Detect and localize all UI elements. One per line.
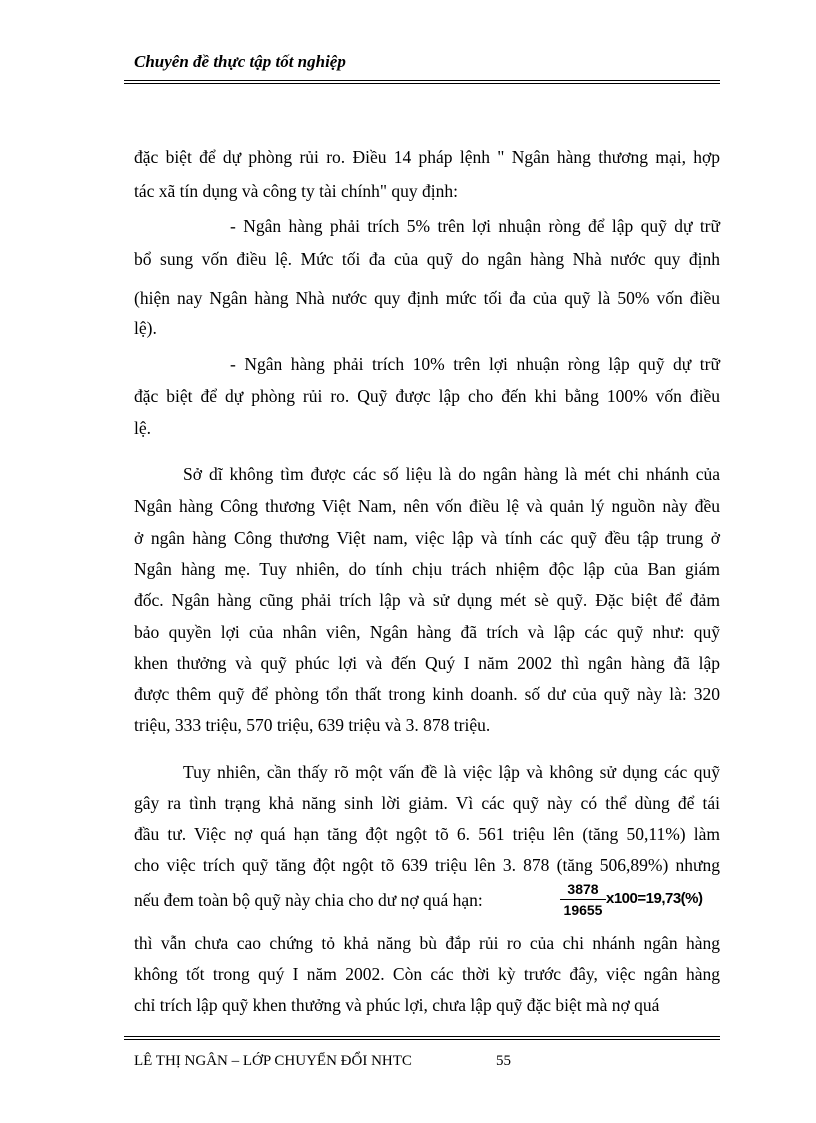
page-number: 55 [496, 1053, 511, 1069]
footer-rule-bottom [124, 1039, 720, 1040]
footer-author: LÊ THỊ NGÂN – LỚP CHUYỂN ĐỔI NHTC [134, 1053, 412, 1069]
text-line: không tốt trong quý I năm 2002. Còn các thời kỳ trước đây, việc ngân hàng [134, 964, 720, 984]
text-line: ở ngân hàng Công thương Việt nam, việc lập và tính các quỹ đều tập trung ở [134, 528, 720, 548]
text-line: thì vẫn chưa cao chứng tỏ khả năng bù đắp rủi ro của chi nhánh ngân hàng [134, 933, 720, 953]
text-line: gây ra tình trạng khả năng sinh lời giảm. Vì các quỹ này có thể dùng để tái [134, 793, 720, 813]
text-line: nếu đem toàn bộ quỹ này chia cho dư nợ quá hạn: [134, 890, 483, 910]
text-line: (hiện nay Ngân hàng Nhà nước quy định mức tối đa của quỹ là 50% vốn điều [134, 288, 720, 308]
page-header-title: Chuyên đề thực tập tốt nghiệp [134, 52, 346, 71]
text-line: bảo quyền lợi của nhân viên, Ngân hàng đã trích và lập các quỹ như: quỹ [134, 622, 720, 642]
text-line: khen thưởng và quỹ phúc lợi và đến Quý I năm 2002 thì ngân hàng đã lập [134, 653, 720, 673]
footer-rule-top [124, 1036, 720, 1037]
text-line: đặc biệt để dự phòng rủi ro. Quỹ được lập cho đến khi bằng 100% vốn điều [134, 386, 720, 406]
text-line: - Ngân hàng phải trích 5% trên lợi nhuận ròng để lập quỹ dự trữ [230, 216, 720, 236]
formula-denominator: 19655 [563, 902, 603, 918]
text-line: Sở dĩ không tìm được các số liệu là do ngân hàng là mét chi nhánh của [183, 464, 720, 484]
text-line: đốc. Ngân hàng cũng phải trích lập và sử dụng mét sè quỹ. Đặc biệt để đảm [134, 590, 720, 610]
text-line: cho việc trích quỹ tăng đột ngột tõ 639 triệu lên 3. 878 (tăng 506,89%) nhưng [134, 855, 720, 875]
fund-ratio-formula [560, 880, 730, 924]
formula-numerator: 3878 [560, 880, 606, 900]
text-line: bổ sung vốn điều lệ. Mức tối đa của quỹ do ngân hàng Nhà nước quy định [134, 249, 720, 269]
text-line: Tuy nhiên, cần thấy rõ một vấn đề là việc lập và không sử dụng các quỹ [183, 762, 720, 782]
text-line: chỉ trích lập quỹ khen thưởng và phúc lợi, chưa lập quỹ đặc biệt mà nợ quá [134, 995, 660, 1015]
text-line: lệ. [134, 418, 152, 438]
formula-expression: x100=19,73(%) [606, 890, 703, 907]
header-rule-top [124, 80, 720, 81]
text-line: Ngân hàng Công thương Việt Nam, nên vốn điều lệ và quản lý nguồn này đều [134, 496, 720, 516]
text-line: Ngân hàng mẹ. Tuy nhiên, do tính chịu trách nhiệm độc lập của Ban giám [134, 559, 720, 579]
text-line: lệ). [134, 318, 157, 338]
text-line: đặc biệt để dự phòng rủi ro. Điều 14 pháp lệnh " Ngân hàng thương mại, hợp [134, 147, 720, 167]
text-line: triệu, 333 triệu, 570 triệu, 639 triệu và 3. 878 triệu. [134, 715, 491, 735]
text-line: đầu tư. Việc nợ quá hạn tăng đột ngột tõ 6. 561 triệu lên (tăng 50,11%) làm [134, 824, 720, 844]
formula-fraction [560, 880, 606, 919]
text-line: tác xã tín dụng và công ty tài chính" quy định: [134, 181, 459, 201]
text-line: - Ngân hàng phải trích 10% trên lợi nhuận ròng lập quỹ dự trữ [230, 354, 720, 374]
text-line: được thêm quỹ để phòng tổn thất trong kinh doanh. số dư của quỹ này là: 320 [134, 684, 720, 704]
header-rule-bottom [124, 83, 720, 84]
